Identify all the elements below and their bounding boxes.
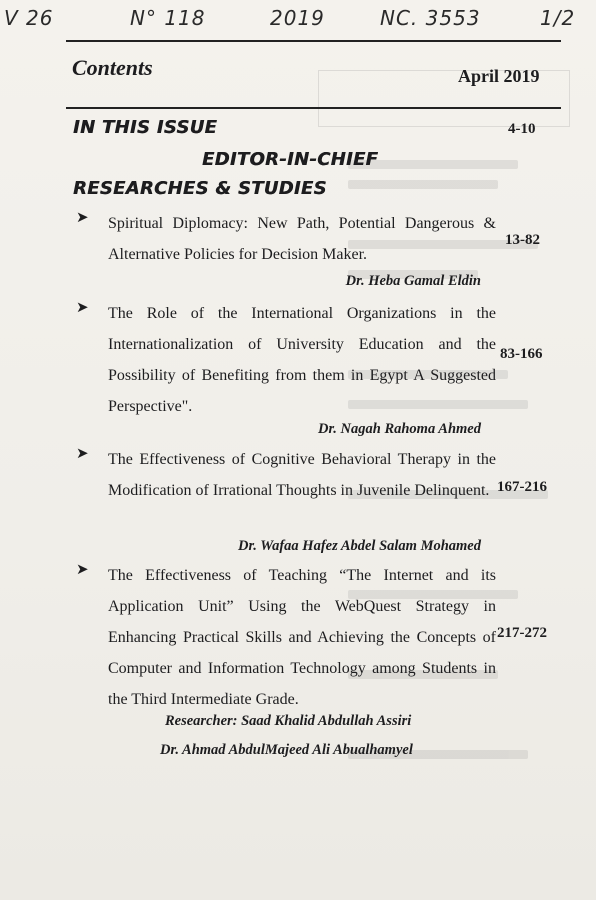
article-entry [76, 208, 496, 270]
article-pages: 83-166 [500, 346, 543, 362]
header-rule [66, 107, 561, 109]
article-author: Dr. Ahmad AbdulMajeed Ali Abualhamyel [160, 742, 413, 758]
arrow-bullet-icon: ➤ [76, 298, 89, 316]
article-author: Dr. Heba Gamal Eldin [345, 273, 481, 289]
article-pages: 167-216 [497, 479, 547, 495]
arrow-bullet-icon: ➤ [76, 560, 89, 578]
top-rule [66, 40, 561, 42]
section-in-this-issue: IN THIS ISSUE [73, 117, 218, 138]
handwritten-volume: V 26 [4, 6, 54, 30]
article-title: The Role of the International Organizations in the Internationalization of University Education and the Possibility of Benefiting from them in Egypt A Suggested Perspective". [108, 305, 496, 415]
article-title: The Effectiveness of Cognitive Behavioral Therapy in the Modification of Irrational Thoughts in Juvenile Delinquent. [108, 451, 496, 499]
arrow-bullet-icon: ➤ [76, 208, 89, 226]
issue-date: April 2019 [458, 66, 540, 86]
handwritten-year: 2019 [270, 6, 325, 30]
article-entry [76, 560, 496, 715]
section-editor-in-chief: EDITOR-IN-CHIEF [202, 149, 379, 170]
article-author: Researcher: Saad Khalid Abdullah Assiri [165, 713, 412, 729]
article-entry [76, 444, 496, 506]
section-researches-studies: RESEARCHES & STUDIES [73, 178, 327, 199]
handwritten-issue: N° 118 [130, 6, 206, 30]
arrow-bullet-icon: ➤ [76, 444, 89, 462]
article-pages: 217-272 [497, 625, 547, 641]
handwritten-reference: NC. 3553 [380, 6, 481, 30]
page-title: Contents [72, 55, 153, 80]
article-author: Dr. Wafaa Hafez Abdel Salam Mohamed [237, 538, 481, 554]
article-author: Dr. Nagah Rahoma Ahmed [317, 421, 481, 437]
article-entry [76, 298, 496, 422]
article-title: Spiritual Diplomacy: New Path, Potential Dangerous & Alternative Policies for Decision Maker. [108, 215, 496, 263]
handwritten-part: 1/2 [540, 6, 576, 30]
in-this-issue-pages: 4-10 [508, 121, 536, 137]
article-title: The Effectiveness of Teaching “The Internet and its Application Unit” Using the WebQuest Strategy in Enhancing Practical Skills and Achieving the Concepts of Computer and Information Technology among Students in the Third Intermediate Grade. [108, 567, 496, 708]
article-pages: 13-82 [505, 232, 540, 248]
